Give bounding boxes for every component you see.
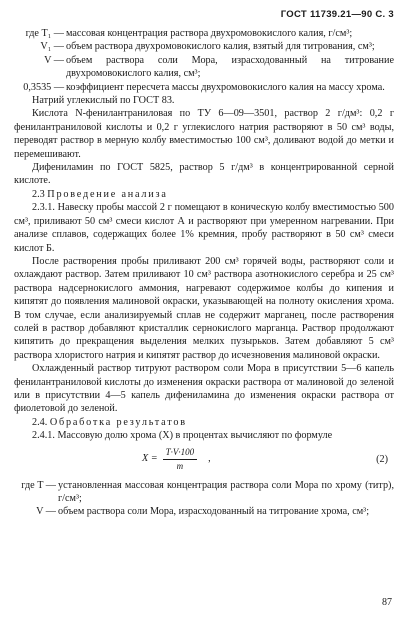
equation-number: (2): [376, 453, 388, 465]
formula-lhs: X =: [142, 453, 158, 465]
section-heading-2-3: [14, 188, 394, 201]
paragraph: После растворения пробы приливают 200 см³ горячей воды, растворяют соли и охлаждают раствор. Затем приливают 10 см³ раствора азотнокислого серебра и 25 см³ раствора надсернокислого аммония, нагревают содержимое колбы до кипения и кипятят до появления малиновой окраски, указывающей на полноту окисления хрома. В том случае, если анализируемый сплав не содержит марганец, после растворения солей в раствор добавляют кристаллик сернокислого марганца. Раствор продолжают кипятить до прекращения выделения мелких пузырьков. Затем добавляют 5 см³ раствора хлористого натрия и кипятят раствор до исчезновения малиновой окраски.: [14, 255, 394, 361]
paragraph: 2.3.1. Навеску пробы массой 2 г помещают в коническую колбу вместимостью 500 см³, приливают 50 см³ смеси кислот А и растворяют при умеренном нагревании. При анализе сплавов, содержащих более 1% кремния, пробу растворяют в 50 см³ смеси кислот Б.: [14, 202, 394, 254]
formula-numerator: T·V·100: [163, 447, 198, 460]
formula: [142, 447, 211, 472]
formula-block: [14, 445, 394, 475]
formula-denominator: m: [176, 460, 184, 471]
paragraph: Кислота N-фенилантраниловая по ТУ 6—09—3501, раствор 2 г/дм³: 0,2 г фенилантраниловой кислоты и 0,2 г углекислого натрия растворяют в 50 см³ воды, переводят раствор в мерную колбу вместимостью 100 см³, доливают водой до метки и перемешивают.: [14, 108, 394, 160]
running-header: ГОСТ 11739.21—90 С. 3: [280, 9, 394, 20]
def-desc: объем раствора соли Мора, израсходованный на титрование хрома, см³;: [58, 506, 370, 518]
def-term: где T —: [21, 479, 56, 491]
section-heading-2-4: [14, 416, 394, 429]
def-term: V₁ —: [40, 41, 64, 53]
def-term: V —: [44, 54, 64, 66]
formula-fraction: [163, 447, 198, 472]
def-desc: объем раствора двухромовокислого калия, взятый для титрования, см³;: [66, 41, 375, 53]
def-desc: коэффициент пересчета массы двухромовокислого калия на массу хрома.: [66, 81, 385, 93]
section-title: Проведение анализа: [47, 188, 168, 200]
page-number: 87: [382, 596, 392, 608]
def-term: где T₁ —: [25, 28, 64, 39]
page-content: [14, 27, 394, 519]
def-desc: массовая концентрация раствора двухромовокислого калия, г/см³;: [66, 28, 353, 39]
def-desc: объем раствора соли Мора, израсходованный на титрование двухромовокислого калия, см³;: [66, 54, 394, 80]
def-term: V —: [36, 506, 56, 518]
formula-variable-definitions: [14, 479, 394, 519]
def-term: 0,3535 —: [23, 81, 64, 93]
paragraph: Натрий углекислый по ГОСТ 83.: [32, 95, 175, 107]
def-desc: установленная массовая концентрация раствора соли Мора по хрому (титр), г/см³;: [58, 479, 394, 504]
section-title: Обработка результатов: [49, 416, 187, 428]
section-number: 2.4.: [32, 416, 48, 428]
paragraph: Дифениламин по ГОСТ 5825, раствор 5 г/дм³ в концентрированной серной кислоте.: [14, 162, 394, 187]
paragraph: Охлажденный раствор титруют раствором соли Мора в присутствии 5—6 капель фенилантраниловой кислоты до изменения окраски раствора от малиновой до зеленой или в присутствии 4—5 капель дифениламина до изменения окраски раствора от фиолетовой до зеленой.: [14, 363, 394, 415]
formula-comma: ,: [208, 453, 211, 465]
variable-definitions: [14, 27, 394, 94]
paragraph: 2.4.1. Массовую долю хрома (X) в процентах вычисляют по формуле: [32, 430, 333, 442]
section-number: 2.3: [32, 188, 45, 200]
